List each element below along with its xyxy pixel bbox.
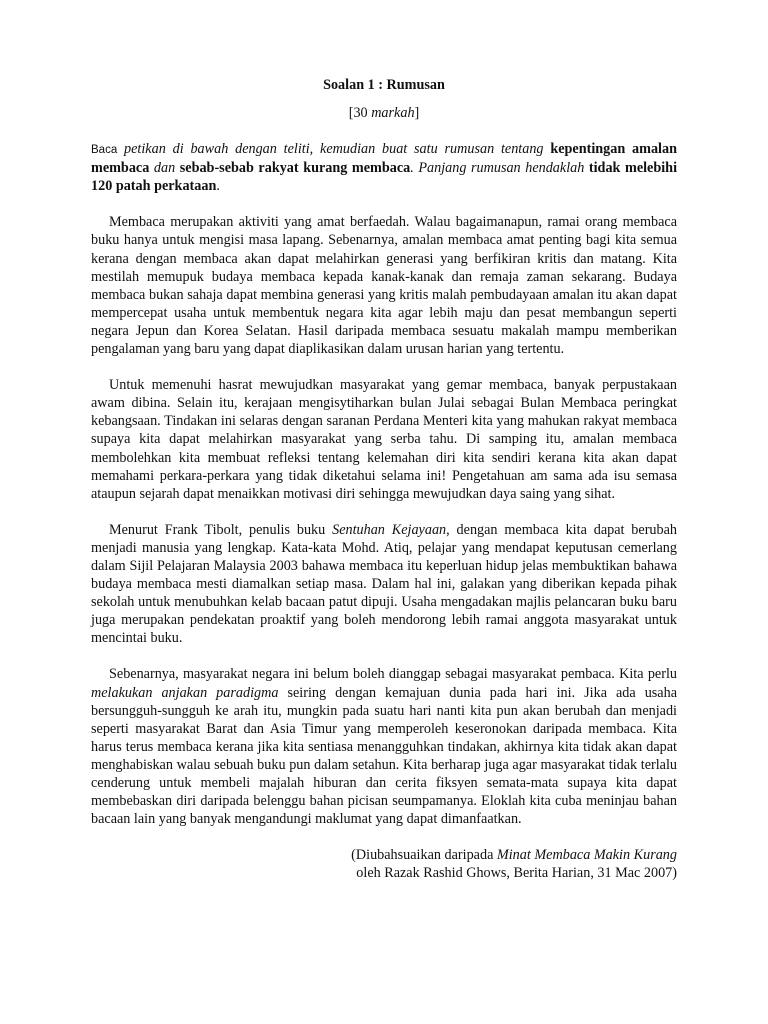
passage-paragraph-2: Untuk memenuhi hasrat mewujudkan masyarakat yang gemar membaca, banyak perpustakaan awam dibina. Selain itu, kerajaan mengisytiharkan bulan Julai sebagai Bulan Membaca peringkat kebangsaan. Tindakan ini selaras dengan saranan Perdana Menteri kita yang mahukan rakyat membaca supaya kita dapat melahirkan masyarakat yang serba tahu. Di samping itu, amalan membaca membolehkan kita membuat refleksi tentang kelemahan diri kita sendiri kerana kita akan dapat memahami perkara-perkara yang tidak diketahui selama ini! Pengetahuan am sama ada isu semasa ataupun sejarah dapat menaikkan motivasi diri sehingga mewujudkan daya saing yang sihat. <box>91 377 677 502</box>
marks-open: [30 <box>348 105 372 121</box>
paradigm-phrase: melakukan anjakan paradigma <box>91 684 279 701</box>
instruction-bold1: kepentingan amalan membaca <box>91 141 677 177</box>
paragraph-4-text-a: Sebenarnya, masyarakat negara ini belum boleh dianggap sebagai masyarakat pembaca. Kita perlu <box>109 666 677 683</box>
source-article-title: Minat Membaca Makin Kurang <box>496 847 677 864</box>
source-line-2: oleh Razak Rashid Ghows, Berita Harian, 31 Mac 2007) <box>356 865 677 882</box>
book-title: Sentuhan Kejayaan <box>332 521 447 538</box>
instruction-part2: dan <box>153 160 180 177</box>
source-prefix: (Diubahsuaikan daripada <box>351 847 497 864</box>
passage-paragraph-4 <box>91 665 677 828</box>
paragraph-3-text-a: Menurut Frank Tibolt, penulis buku <box>109 521 333 538</box>
passage-paragraph-3 <box>91 521 677 648</box>
source-citation <box>91 846 677 882</box>
source-line-1 <box>91 846 677 864</box>
question-title: Soalan 1 : Rumusan <box>323 77 445 93</box>
instruction-baca: Baca <box>91 144 118 157</box>
passage-paragraph-1: Membaca merupakan aktiviti yang amat berfaedah. Walau bagaimanapun, ramai orang membaca buku hanya untuk mengisi masa lapang. Sebenarnya, amalan membaca amat penting bagi kita semua kerana dengan membaca akan dapat melahirkan generasi yang berfikiran kritis dan matang. Kita mestilah memupuk budaya membaca kepada kanak-kanak dan remaja zaman sekarang. Budaya membaca bukan sahaja dapat membina generasi yang kritis malah pembudayaan amalan itu akan dapat mempercepat usaha untuk membentuk negara kita agar lebih maju dan pesat membangun seperti negara Jepun dan Korea Selatan. Hasil daripada membaca sesuatu makalah mampu memberikan pengalaman yang baru yang dapat diaplikasikan dalam urusan harian yang tertentu. <box>91 214 677 358</box>
marks-word: markah <box>371 105 415 121</box>
instruction-bold2: sebab-sebab rakyat kurang membaca <box>179 160 411 177</box>
marks-label <box>91 104 677 122</box>
marks-close: ] <box>414 105 420 121</box>
paragraph-4-text-b: seiring dengan kemajuan dunia pada hari ini. Jika ada usaha bersungguh-sungguh ke arah itu, mungkin pada suatu hari nanti kita pun akan berubah dan menjadi seperti masyarakat Barat dan Asia Timur yang memperoleh keseronokan daripada membaca. Kita harus terus membaca kerana jika kita sentiasa menangguhkan tindakan, akhirnya kita tidak akan dapat menghabiskan walau sebuah buku pun dalam setahun. Kita berharap juga agar masyarakat tidak terlalu cenderung untuk membeli majalah hiburan dan cerita fiksyen semata-mata supaya kita dapat membebaskan diri daripada belenggu bahan picisan seumpamanya. Eloklah kita cuba meninjau bahan bacaan lain yang banyak mengandungi maklumat yang dapat dimanfaatkan. <box>91 684 677 828</box>
question-page <box>91 76 677 882</box>
paragraph-3-text-b: , dengan membaca kita dapat berubah menjadi manusia yang lengkap. Kata-kata Mohd. Atiq, pelajar yang mendapat keputusan cemerlang dalam Sijil Pelajaran Malaysia 2003 bahawa membaca itu keperluan hidup jelas membuktikan bahawa budaya membaca mesti diamalkan setiap masa. Dalam hal ini, galakan yang diberikan kepada pihak sekolah untuk menubuhkan kelab bacaan patut dipuji. Usaha mengadakan majlis pelancaran buku baru juga merupakan pendekatan proaktif yang boleh mendorong lebih ramai anggota masyarakat untuk mencintai buku. <box>91 521 677 647</box>
instruction-end: . <box>216 178 220 195</box>
instruction-text <box>91 140 677 195</box>
instruction-part1: petikan di bawah dengan teliti, kemudian buat satu rumusan tentang <box>117 141 551 158</box>
instruction-bold3: tidak melebihi 120 patah perkataan <box>91 160 678 195</box>
instruction-part3: . Panjang rumusan hendaklah <box>410 160 589 177</box>
